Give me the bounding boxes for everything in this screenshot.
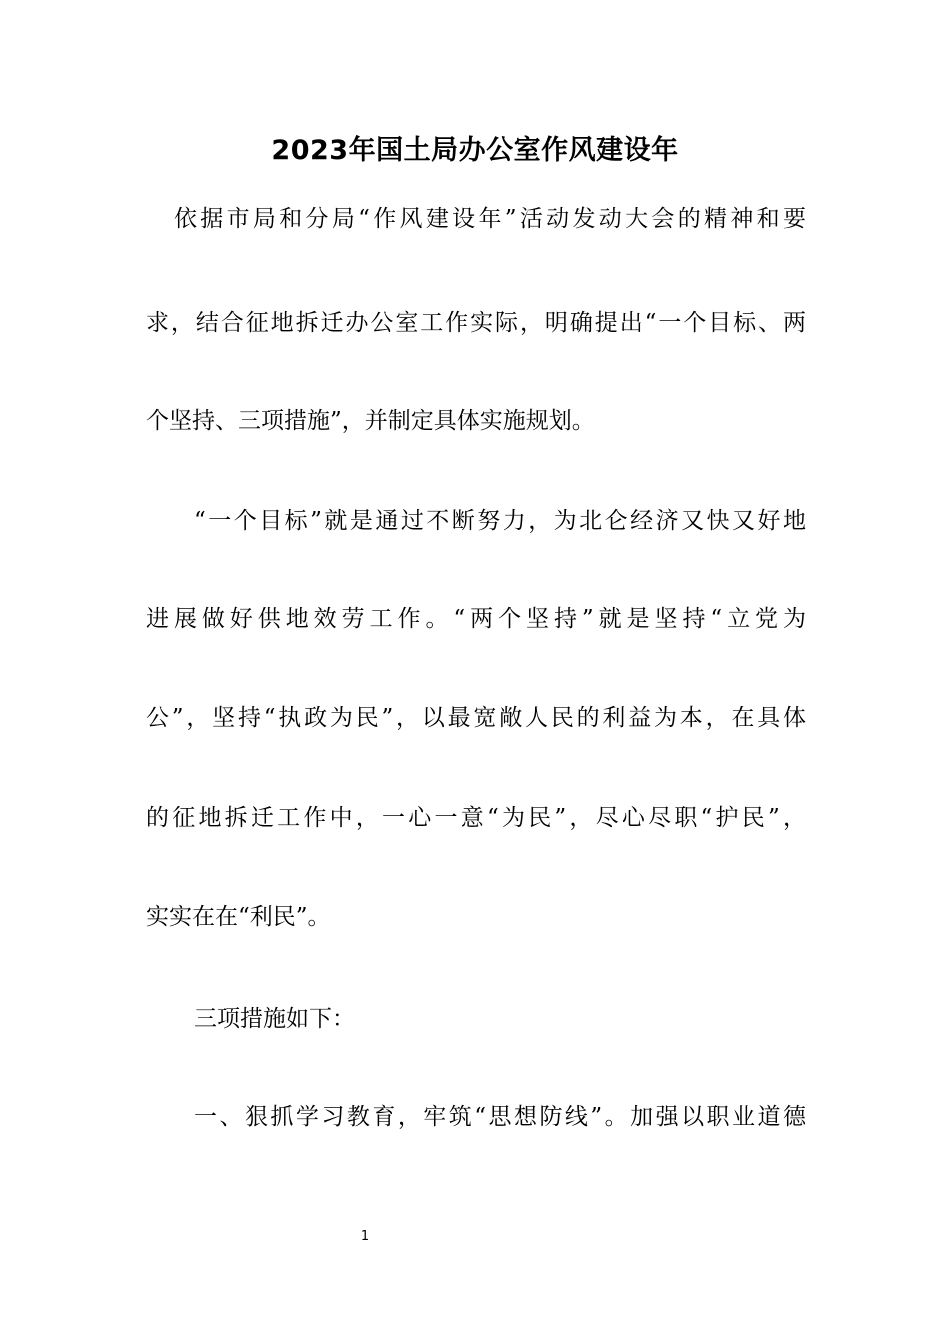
paragraph-line-2: 求，结合征地拆迁办公室工作实际，明确提出“一个目标、两 (146, 310, 806, 336)
paragraph-line-6: 公”，坚持“执政为民”，以最宽敞人民的利益为本，在具体 (146, 705, 806, 731)
document-title: 2023年国土局办公室作风建设年 (271, 135, 679, 166)
paragraph-line-10: 一、狠抓学习教育，牢筑“思想防线”。加强以职业道德 (194, 1104, 806, 1130)
paragraph-line-7: 的征地拆迁工作中，一心一意“为民”，尽心尽职“护民”， (146, 805, 806, 831)
paragraph-line-9: 三项措施如下： (194, 1006, 355, 1032)
paragraph-line-1: 依据市局和分局“作风建设年”活动发动大会的精神和要 (174, 206, 806, 232)
page-number: 1 (360, 1229, 370, 1244)
paragraph-line-4: “一个目标”就是通过不断努力，为北仑经济又快又好地 (194, 508, 806, 534)
paragraph-line-5: 进展做好供地效劳工作。“两个坚持”就是坚持“立党为 (146, 606, 806, 632)
paragraph-line-8: 实实在在“利民”。 (146, 904, 331, 930)
paragraph-line-3: 个坚持、三项措施”，并制定具体实施规划。 (146, 408, 595, 434)
